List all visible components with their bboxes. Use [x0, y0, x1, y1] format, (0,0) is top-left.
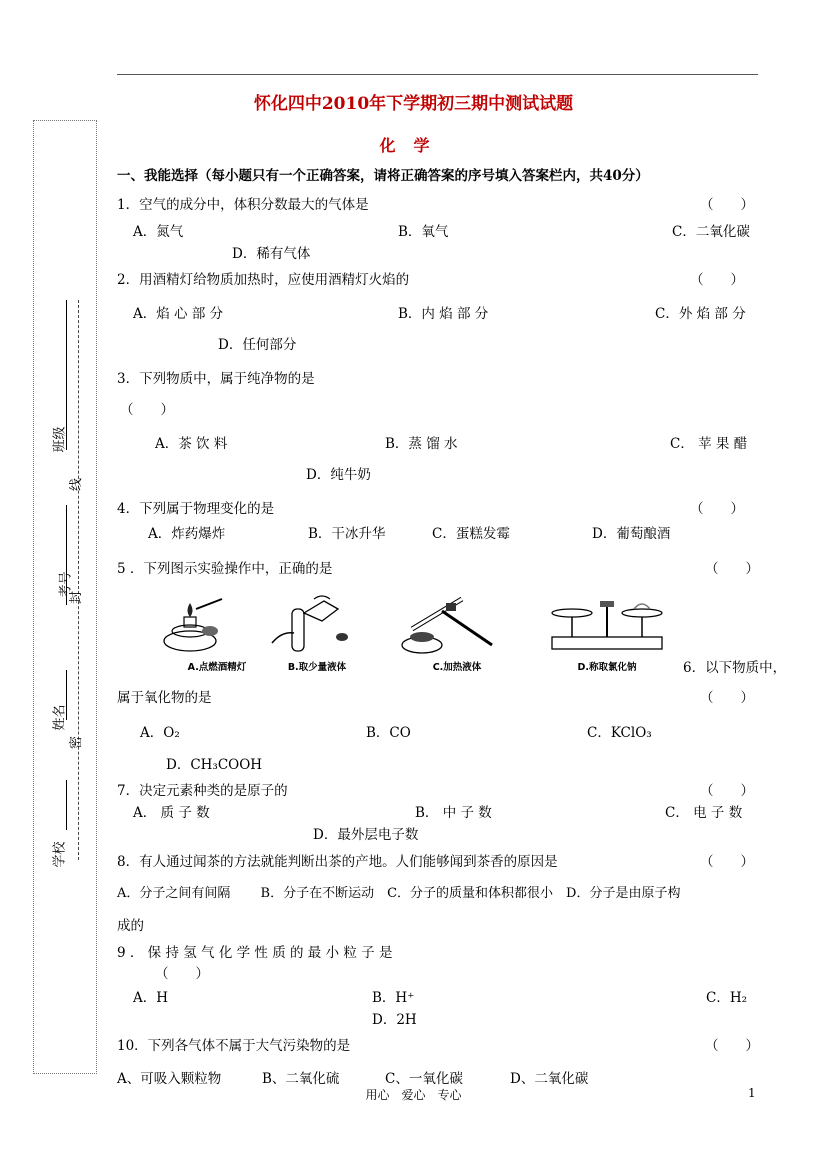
- figure-a-caption: A.点燃酒精灯: [187, 662, 247, 673]
- q5-stem: 5 ．下列图示实验操作中，正确的是: [117, 561, 333, 577]
- header-rule: [117, 74, 758, 75]
- q8-options-cont: 成的: [117, 918, 144, 934]
- page-number: 1: [748, 1086, 756, 1100]
- q4-stem: 4．下列属于物理变化的是: [117, 501, 275, 517]
- school-underline: [66, 780, 67, 830]
- q10-option-d: D、二氧化碳: [510, 1071, 589, 1087]
- q6-option-c: C．KClO₃: [587, 725, 652, 741]
- q3-option-b: B．蒸 馏 水: [385, 436, 458, 452]
- q4-option-c: C．蛋糕发霉: [432, 526, 510, 542]
- q6-option-b: B．CO: [366, 725, 411, 741]
- q2-option-c: C．外 焰 部 分: [655, 306, 746, 322]
- q7-blank[interactable]: （ ）: [700, 783, 754, 799]
- q9-option-c: C．H₂: [706, 990, 748, 1006]
- q7-stem: 7．决定元素种类的是原子的: [117, 783, 288, 799]
- q1-option-c: C．二氧化碳: [672, 224, 750, 240]
- q4-blank[interactable]: （ ）: [690, 501, 744, 517]
- q4-option-a: A．炸药爆炸: [148, 526, 226, 542]
- line-char: 线: [69, 477, 85, 492]
- q3-stem: 3．下列物质中，属于纯净物的是: [117, 371, 315, 387]
- figure-c-caption: C.加热液体: [432, 662, 482, 673]
- q3-blank[interactable]: （ ）: [120, 402, 174, 418]
- q6-blank[interactable]: （ ）: [700, 690, 754, 706]
- q5-figures: [152, 593, 672, 673]
- page-title: 怀化四中2010年下学期初三期中测试试题: [253, 94, 574, 114]
- q2-blank[interactable]: （ ）: [690, 272, 744, 288]
- q5-blank[interactable]: （ ）: [705, 561, 759, 577]
- number-label: 考号: [58, 571, 74, 598]
- q8-options: A．分子之间有间隔 B．分子在不断运动 C．分子的质量和体积都很小 D．分子是由原子构: [117, 886, 681, 901]
- q2-option-a: A．焰 心 部 分: [133, 306, 224, 322]
- q6-option-d: D．CH₃COOH: [166, 757, 263, 773]
- section-heading: 一、我能选择（每小题只有一个正确答案，请将正确答案的序号填入答案栏内，共40分）: [117, 168, 649, 184]
- q1-option-d: D．稀有气体: [232, 246, 311, 262]
- q7-option-d: D．最外层电子数: [313, 827, 419, 843]
- cut-line: [78, 300, 79, 860]
- q10-blank[interactable]: （ ）: [705, 1038, 759, 1054]
- figure-d: [542, 593, 672, 673]
- secret-char: 密: [69, 735, 85, 750]
- q10-option-a: A、可吸入颗粒物: [117, 1071, 222, 1087]
- q1-option-b: B．氧气: [398, 224, 449, 240]
- q10-stem: 10．下列各气体不属于大气污染物的是: [117, 1038, 351, 1054]
- q3-option-d: D．纯牛奶: [306, 467, 371, 483]
- q2-option-b: B．内 焰 部 分: [398, 306, 489, 322]
- q7-option-a: A． 质 子 数: [133, 805, 210, 821]
- q3-option-a: A．茶 饮 料: [155, 436, 228, 452]
- q2-stem: 2．用酒精灯给物质加热时，应使用酒精灯火焰的: [117, 272, 410, 288]
- q9-option-b: B．H⁺: [372, 990, 415, 1006]
- q1-blank[interactable]: （ ）: [700, 197, 754, 213]
- class-label: 班级: [52, 426, 68, 453]
- q4-option-d: D．葡萄酿酒: [592, 526, 671, 542]
- seal-char: 封: [69, 590, 85, 605]
- figure-c: [392, 593, 522, 673]
- q8-blank[interactable]: （ ）: [700, 854, 754, 870]
- q10-option-c: C、一氧化碳: [385, 1071, 463, 1087]
- q9-option-a: A．H: [133, 990, 169, 1006]
- q10-option-b: B、二氧化硫: [262, 1071, 340, 1087]
- q4-option-b: B．干冰升华: [308, 526, 386, 542]
- q7-option-c: C． 电 子 数: [665, 805, 743, 821]
- q6-stem: 属于氧化物的是: [117, 690, 212, 706]
- q9-blank[interactable]: （ ）: [155, 966, 209, 982]
- q1-stem: 1．空气的成分中，体积分数最大的气体是: [117, 197, 369, 213]
- balance-scale-icon: [542, 593, 672, 659]
- q6-option-a: A．O₂: [140, 725, 180, 741]
- q6-stem-start: 6．以下物质中，: [683, 660, 787, 676]
- figure-d-caption: D.称取氯化钠: [577, 662, 637, 673]
- q2-option-d: D．任何部分: [218, 337, 297, 353]
- q7-option-b: B． 中 子 数: [415, 805, 492, 821]
- school-label: 学校: [52, 841, 68, 868]
- footer-motto: 用心 爱心 专心: [365, 1088, 462, 1102]
- figure-b-caption: B.取少量液体: [287, 662, 347, 673]
- figure-b: [252, 593, 382, 673]
- q8-stem: 8．有人通过闻茶的方法就能判断出茶的产地。人们能够闻到茶香的原因是: [117, 854, 558, 870]
- pouring-liquid-icon: [252, 593, 382, 659]
- q9-option-d: D．2H: [372, 1012, 417, 1028]
- subject-title: 化学: [379, 136, 448, 155]
- q3-option-c: C． 苹 果 醋: [670, 436, 748, 452]
- q9-stem: 9 ． 保 持 氢 气 化 学 性 质 的 最 小 粒 子 是: [117, 945, 393, 961]
- heating-liquid-icon: [392, 593, 522, 659]
- q1-option-a: A．氮气: [133, 224, 184, 240]
- name-label: 姓名: [52, 704, 68, 731]
